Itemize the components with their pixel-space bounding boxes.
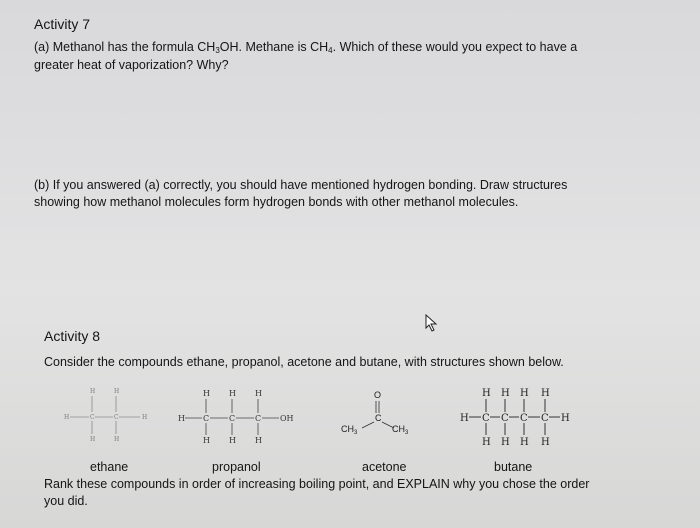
question-b-line-2: showing how methanol molecules form hydrogen bonds with other methanol molecules. (34, 195, 519, 209)
ethane-h: H (90, 436, 96, 443)
propanol-c: C (229, 414, 236, 423)
rank-question-line-2: you did. (44, 494, 88, 508)
acetone-o: O (374, 390, 382, 400)
propanol-h: H (203, 436, 210, 444)
compound-label-propanol: propanol (212, 460, 261, 474)
butane-h: H (520, 388, 529, 399)
propanol-h: H (255, 389, 262, 398)
butane-structure (450, 384, 580, 448)
acetone-structure (336, 384, 416, 444)
question-a-text-2: OH. Methane is CH (219, 40, 329, 54)
butane-h: H (482, 388, 491, 399)
compound-label-acetone: acetone (362, 460, 407, 474)
ethane-h: H (114, 436, 120, 443)
butane-c: C (482, 413, 490, 424)
ethane-h: H (142, 414, 148, 421)
propanol-h: H (178, 414, 185, 423)
ethane-h: H (64, 414, 70, 421)
subscript-3: 3 (215, 46, 220, 55)
ethane-c: C (90, 414, 95, 421)
butane-h: H (561, 413, 570, 424)
propanol-oh: OH (280, 414, 294, 423)
butane-h: H (501, 388, 510, 399)
propanol-c: C (203, 414, 210, 423)
question-a-line-2: greater heat of vaporization? Why? (34, 58, 229, 72)
propanol-h: H (229, 436, 236, 444)
butane-c: C (501, 413, 509, 424)
rank-question-line-1: Rank these compounds in order of increasing boiling point, and EXPLAIN why you chose the order (44, 477, 590, 491)
ethane-h: H (114, 388, 120, 395)
acetone-ch3-left: $CH_3$ (341, 424, 358, 436)
propanol-h: H (203, 389, 210, 398)
butane-h: H (460, 413, 469, 424)
mouse-pointer-icon (424, 314, 438, 332)
activity-7-title: Activity 7 (34, 16, 91, 32)
ethane-h: H (90, 388, 96, 395)
ethane-structure (60, 384, 160, 444)
butane-h: H (501, 437, 510, 448)
butane-c: C (541, 413, 549, 424)
question-a-text-1: (a) Methanol has the formula CH (34, 40, 216, 54)
butane-h: H (541, 437, 550, 448)
activity-8-intro: Consider the compounds ethane, propanol, acetone and butane, with structures shown below. (44, 355, 564, 369)
question-a-text-3: . Which of these would you expect to have a (332, 40, 578, 54)
compound-label-ethane: ethane (90, 460, 129, 474)
butane-c: C (520, 413, 528, 424)
subscript-4: 4 (328, 46, 333, 55)
question-a-line-1 (34, 40, 577, 55)
activity-8-title: Activity 8 (44, 328, 101, 344)
butane-h: H (541, 388, 550, 399)
acetone-c: C (375, 413, 382, 423)
propanol-structure (170, 384, 320, 444)
butane-h: H (482, 437, 491, 448)
propanol-h: H (229, 389, 236, 398)
propanol-c: C (255, 414, 262, 423)
propanol-h: H (255, 436, 262, 444)
ethane-c: C (114, 414, 119, 421)
acetone-ch3-right: $CH_3$ (392, 424, 409, 436)
compound-label-butane: butane (494, 460, 533, 474)
question-b-line-1: (b) If you answered (a) correctly, you should have mentioned hydrogen bonding. Draw structures (34, 178, 568, 192)
butane-h: H (520, 437, 529, 448)
